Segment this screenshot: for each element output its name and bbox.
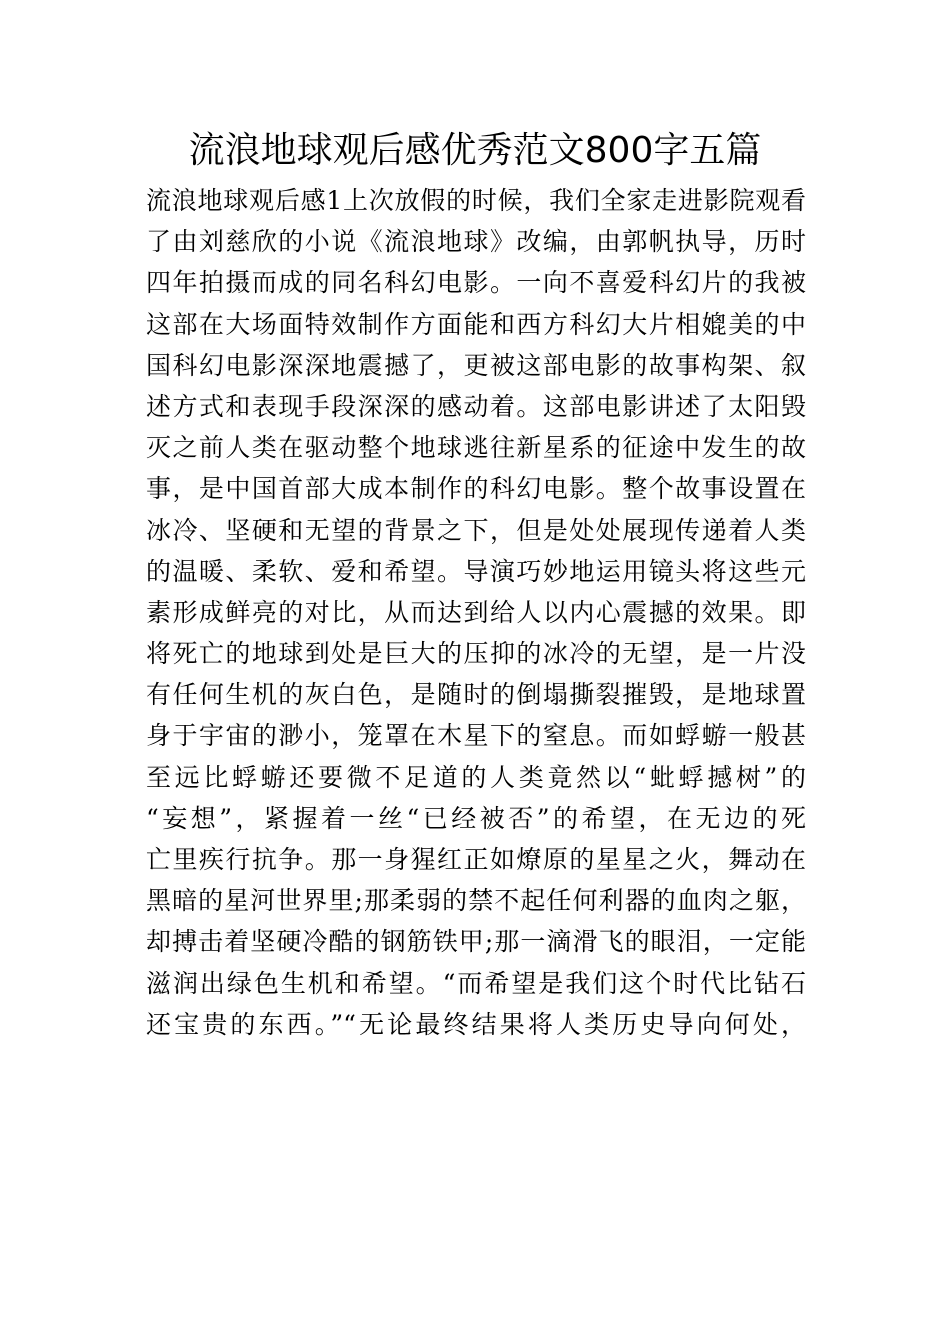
text-line: 还宝贵的东西。”“无论最终结果将人类历史导向何处， [146,1009,806,1039]
document-title: 流浪地球观后感优秀范文800字五篇 [188,130,762,171]
text-line: 将死亡的地球到处是巨大的压抑的冰冷的无望，是一片没 [146,639,806,669]
text-line: 灭之前人类在驱动整个地球逃往新星系的征途中发生的故 [146,433,806,463]
text-line: 至远比蜉蝣还要微不足道的人类竟然以“蚍蜉撼树”的 [146,762,806,792]
text-line: 国科幻电影深深地震撼了，更被这部电影的故事构架、叙 [146,350,806,380]
text-line: 亡里疾行抗争。那一身猩红正如燎原的星星之火，舞动在 [146,845,806,874]
text-line: 滋润出绿色生机和希望。“而希望是我们这个时代比钻石 [146,968,806,998]
text-line: 四年拍摄而成的同名科幻电影。一向不喜爱科幻片的我被 [146,268,806,298]
document-body [146,180,806,1045]
text-line: 述方式和表现手段深深的感动着。这部电影讲述了太阳毁 [146,391,806,421]
text-line: 冰冷、坚硬和无望的背景之下，但是处处展现传递着人类 [146,515,806,545]
text-line: 有任何生机的灰白色，是随时的倒塌撕裂摧毁，是地球置 [146,680,806,710]
text-line: “妄想”，紧握着一丝“已经被否”的希望，在无边的死 [146,803,806,833]
text-line: 却搏击着坚硬冷酷的钢筋铁甲;那一滴滑飞的眼泪，一定能 [146,927,806,957]
text-line: 身于宇宙的渺小，笼罩在木星下的窒息。而如蜉蝣一般甚 [146,721,806,751]
text-line: 这部在大场面特效制作方面能和西方科幻大片相媲美的中 [146,309,806,339]
text-line: 流浪地球观后感1上次放假的时候，我们全家走进影院观看 [146,186,806,215]
text-line: 的温暖、柔软、爱和希望。导演巧妙地运用镜头将这些元 [146,556,806,586]
text-line: 黑暗的星河世界里;那柔弱的禁不起任何利器的血肉之躯， [146,886,806,916]
text-line: 素形成鲜亮的对比，从而达到给人以内心震撼的效果。即 [146,597,806,627]
text-line: 了由刘慈欣的小说《流浪地球》改编，由郭帆执导，历时 [146,227,806,257]
text-line: 事，是中国首部大成本制作的科幻电影。整个故事设置在 [146,474,806,504]
